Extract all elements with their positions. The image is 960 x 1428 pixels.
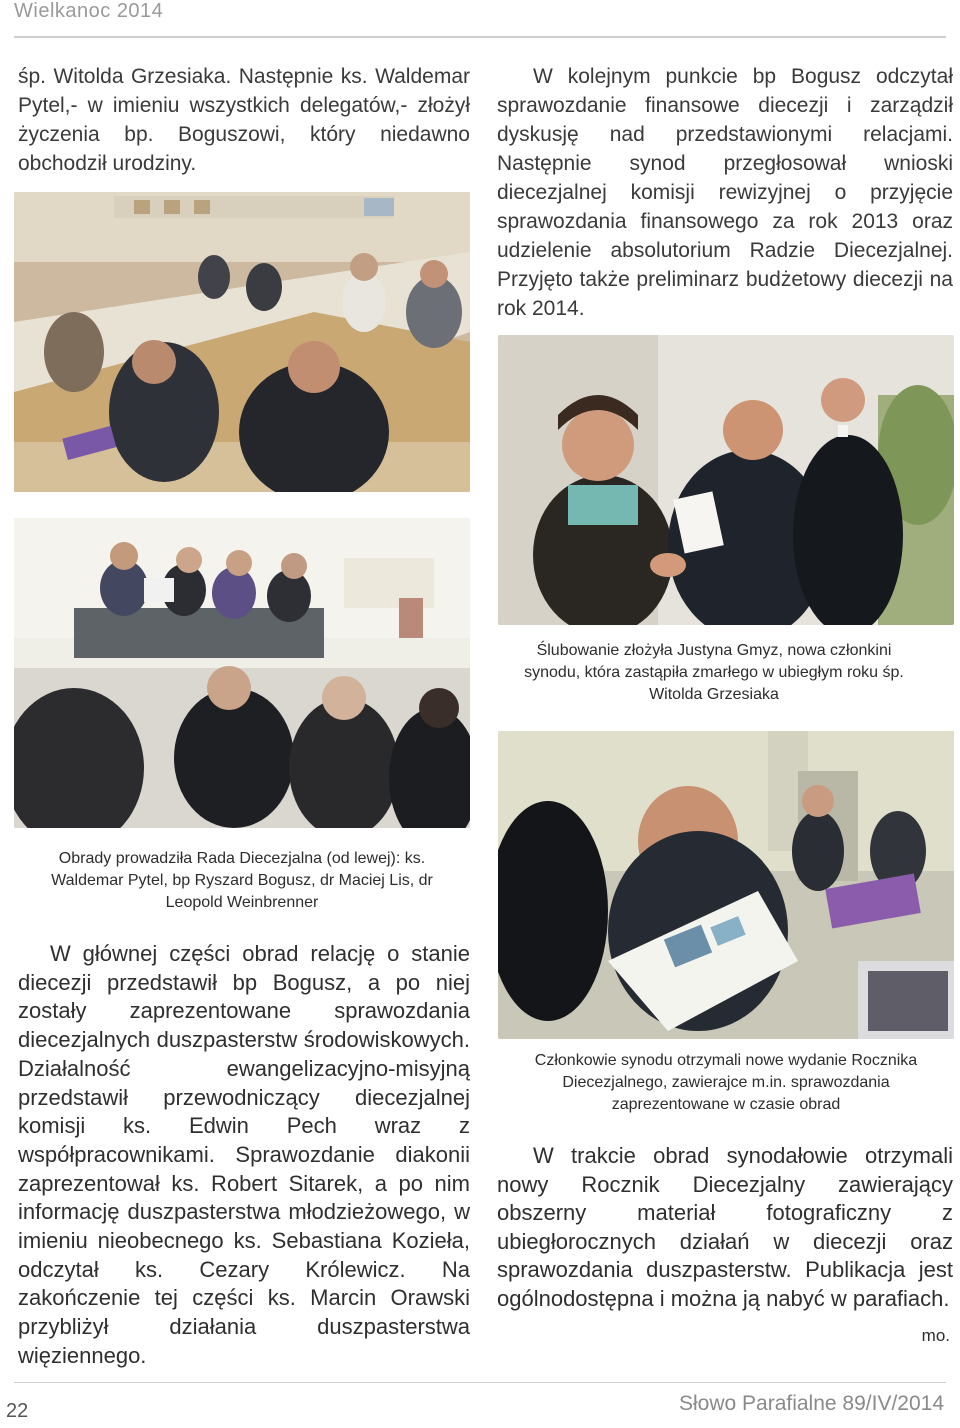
article-text-right-body: W trakcie obrad synodałowie otrzymali nowy Rocznik Diecezjalny zawierający obszerny materiał fotograficzny z ubiegłorocznych działań w diecezji oraz sprawozdania duszpasterstw. Publikacja jest ogólnodostępna i można ją nabyć w parafiach. bbox=[497, 1143, 953, 1311]
running-header-title: Wielkanoc 2014 bbox=[14, 0, 164, 22]
caption-diocesan-council: Obrady prowadziła Rada Diecezjalna (od lewej): ks. Waldemar Pytel, bp Ryszard Bogusz, dr Maciej Lis, dr Leopold Weinbrenner bbox=[51, 850, 433, 911]
article-text-left-top: śp. Witolda Grzesiaka. Następnie ks. Waldemar Pytel,- w imieniu wszystkich delegatów,- złożył życzenia bp. Boguszowi, który niedawno obchodził urodziny. bbox=[18, 65, 470, 175]
photo-diocesan-council bbox=[14, 518, 470, 828]
author-signature: mo. bbox=[921, 1326, 950, 1345]
page-number: 22 bbox=[6, 1400, 29, 1422]
photo-yearbook-reading bbox=[498, 731, 954, 1039]
footer-rule bbox=[14, 1382, 946, 1383]
article-text-left-body: W głównej części obrad relację o stanie diecezji przedstawił bp Bogusz, a po niej zostały zaprezentowane sprawozdania diecezjalnych duszpasterstw środowiskowych. Działalność ewangelizacyjno-misyjną przedstawił przewodniczący diecezjalnej komisji ks. Edwin Pech wraz z współpracownikami. Sprawozdanie diakonii zaprezentował ks. Robert Sitarek, a po nim informację duszpasterstwa młodzieżowego, w imieniu nieobecnego ks. Sebastiana Kozieła, odczytał ks. Cezary Królewicz. Na zakończenie tej części ks. Marcin Orawski przybliżył działania duszpasterstwa więziennego. bbox=[18, 941, 470, 1368]
photo-pledge-handshake bbox=[498, 335, 954, 625]
caption-pledge-handshake: Ślubowanie złożyła Justyna Gmyz, nowa członkini synodu, która zastąpiła zmarłego w ubiegłym roku śp. Witolda Grzesiaka bbox=[524, 642, 904, 703]
article-text-right-top: W kolejnym punkcie bp Bogusz odczytał sprawozdanie finansowe diecezji i zarządził dyskusję nad przedstawionymi relacjami. Następnie synod przegłosował wnioski diecezjalnej komisji rewizyjnej o przyjęcie sprawozdania finansowego za rok 2013 oraz udzielenie absolutorium Radzie Diecezjalnej. Przyjęto także preliminarz budżetowy diecezji na rok 2014. bbox=[497, 65, 953, 320]
caption-yearbook-reading: Członkowie synodu otrzymali nowe wydanie Rocznika Diecezjalnego, zawierajce m.in. sprawozdania zaprezentowane w czasie obrad bbox=[534, 1052, 918, 1113]
header-rule bbox=[14, 36, 946, 38]
publication-title: Słowo Parafialne 89/IV/2014 bbox=[678, 1392, 944, 1415]
photo-synod-audience bbox=[14, 192, 470, 492]
